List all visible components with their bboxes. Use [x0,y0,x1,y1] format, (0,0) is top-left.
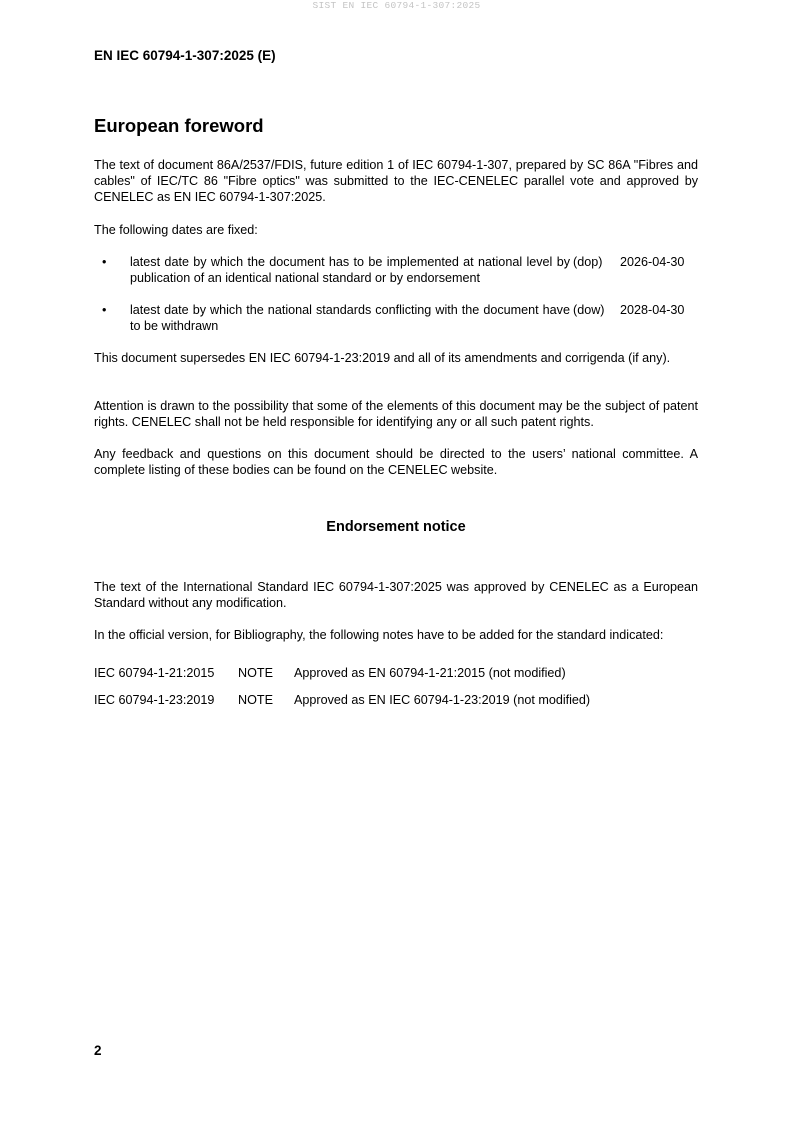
note-standard: IEC 60794-1-21:2015 [94,666,215,680]
date-item-text: latest date by which the national standards conflicting with the document have to be withdrawn [130,303,570,333]
bullet-icon: • [102,303,107,317]
date-item-code: (dop) [573,255,603,269]
note-text: Approved as EN 60794-1-21:2015 (not modified) [294,666,566,680]
bibliography-intro: In the official version, for Bibliography, the following notes have to be added for the standard indicated: [94,628,664,642]
page-number: 2 [94,1043,102,1058]
note-standard: IEC 60794-1-23:2019 [94,693,215,707]
note-label: NOTE [238,666,273,680]
foreword-intro: The text of document 86A/2537/FDIS, future edition 1 of IEC 60794-1-307, prepared by SC 86A "Fibres and cables" of IEC/TC 86 "Fibre optics" was submitted to the IEC-CENELEC parallel vote and approved by CENELEC as EN IEC 60794-1-307:2025. [94,158,698,204]
date-item-code: (dow) [573,303,605,317]
dates-intro: The following dates are fixed: [94,223,258,237]
endorsement-title: Endorsement notice [326,519,466,535]
note-text: Approved as EN IEC 60794-1-23:2019 (not modified) [294,693,591,707]
bullet-icon: • [102,255,107,269]
patent-paragraph: Attention is drawn to the possibility that some of the elements of this document may be the subject of patent rights. CENELEC shall not be held responsible for identifying any or all such patent rights. [94,399,698,429]
note-label: NOTE [238,693,273,707]
endorsement-text: The text of the International Standard IEC 60794-1-307:2025 was approved by CENELEC as a European Standard without any modification. [94,580,698,610]
watermark: SIST EN IEC 60794-1-307:2025 [312,0,481,11]
foreword-title: European foreword [94,115,264,136]
date-item-date: 2026-04-30 [620,255,685,269]
date-item-date: 2028-04-30 [620,303,685,317]
feedback-paragraph: Any feedback and questions on this document should be directed to the users’ national committee. A complete listing of these bodies can be found on the CENELEC website. [94,447,698,477]
document-header: EN IEC 60794-1-307:2025 (E) [94,48,276,63]
supersedes-paragraph: This document supersedes EN IEC 60794-1-23:2019 and all of its amendments and corrigenda (if any). [94,351,671,365]
date-item-text: latest date by which the document has to be implemented at national level by publication of an identical national standard or by endorsement [130,255,570,285]
